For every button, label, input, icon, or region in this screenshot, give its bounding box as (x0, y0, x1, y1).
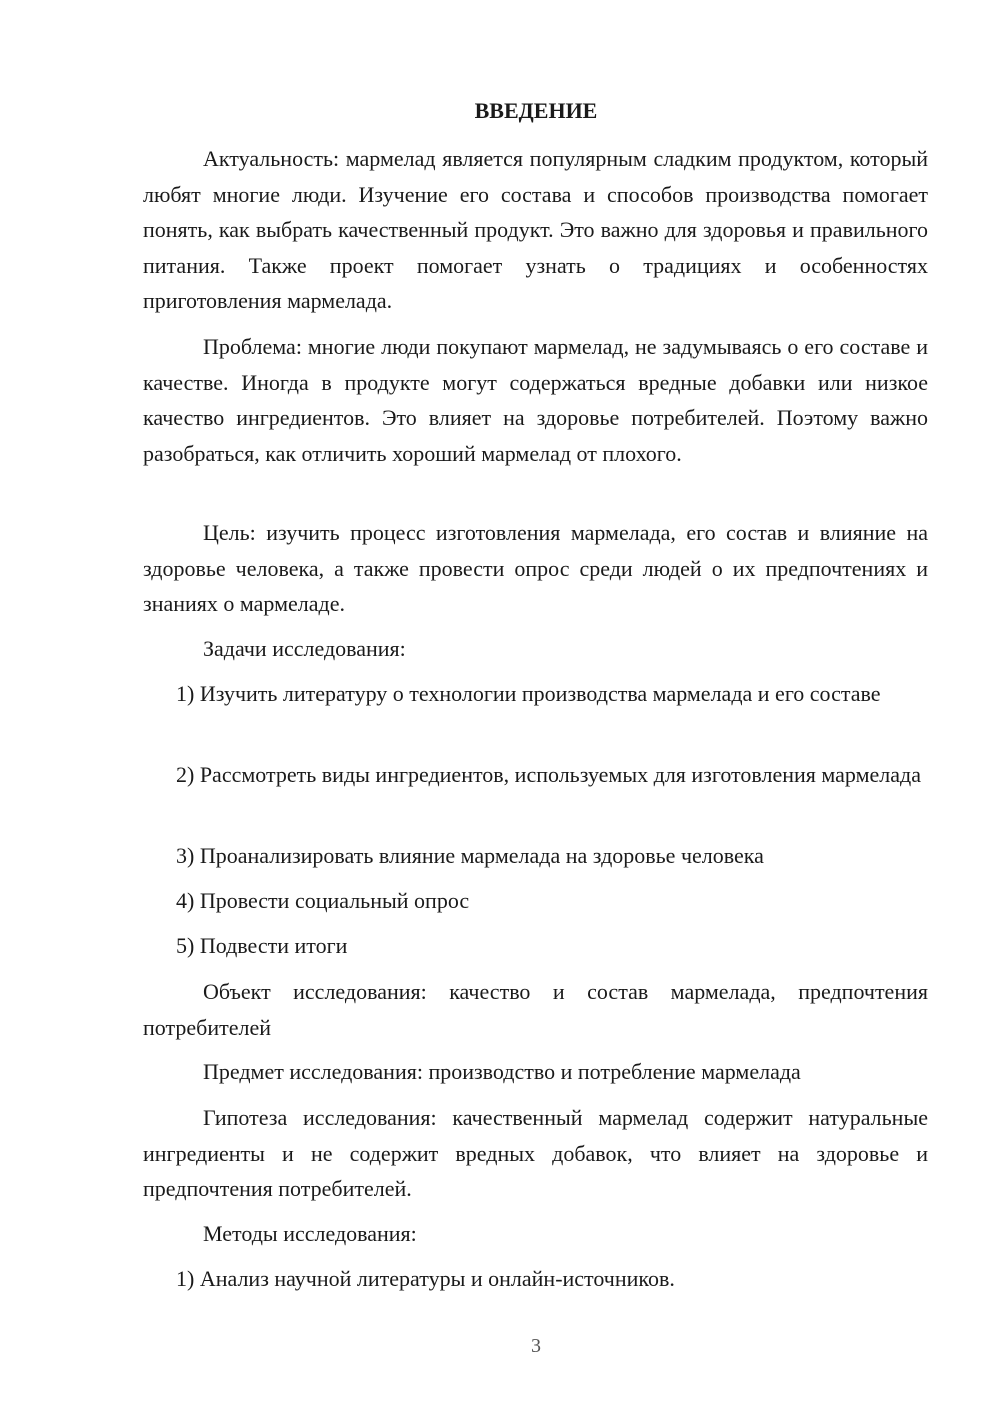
relevance-paragraph: Актуальность: мармелад является популярным сладким продуктом, который любят многие люди. Изучение его состава и способов производства помогает понять, как выбрать качественный продукт. Это важно для здоровья и правильного питания. Также проект помогает узнать о традициях и особенностях приготовления мармелада. (143, 146, 928, 313)
goal-paragraph: Цель: изучить процесс изготовления мармелада, его состав и влияние на здоровье человека, а также провести опрос среди людей о их предпочтениях и знаниях о мармеладе. (143, 520, 928, 616)
task-item-5: 5) Подвести итоги (176, 933, 348, 958)
task-item-4: 4) Провести социальный опрос (176, 888, 470, 913)
problem-paragraph: Проблема: многие люди покупают мармелад, не задумываясь о его составе и качестве. Иногда в продукте могут содержаться вредные добавки или низкое качество ингредиентов. Это влияет на здоровье потребителей. Поэтому важно разобраться, как отличить хороший мармелад от плохого. (143, 334, 928, 466)
method-item-1: 1) Анализ научной литературы и онлайн-источников. (176, 1266, 675, 1291)
page-number: 3 (531, 1335, 541, 1357)
object-paragraph: Объект исследования: качество и состав мармелада, предпочтения потребителей (143, 979, 928, 1040)
methods-title: Методы исследования: (203, 1221, 417, 1246)
hypothesis-paragraph: Гипотеза исследования: качественный мармелад содержит натуральные ингредиенты и не содержит вредных добавок, что влияет на здоровье и предпочтения потребителей. (143, 1105, 928, 1201)
task-item-3: 3) Проанализировать влияние мармелада на здоровье человека (176, 843, 764, 868)
subject-paragraph: Предмет исследования: производство и потребление мармелада (203, 1059, 801, 1084)
tasks-title: Задачи исследования: (203, 636, 406, 661)
task-item-2: 2) Рассмотреть виды ингредиентов, используемых для изготовления мармелада (176, 762, 921, 787)
section-heading: ВВЕДЕНИЕ (474, 98, 598, 123)
task-item-1: 1) Изучить литературу о технологии производства мармелада и его составе (176, 681, 881, 706)
